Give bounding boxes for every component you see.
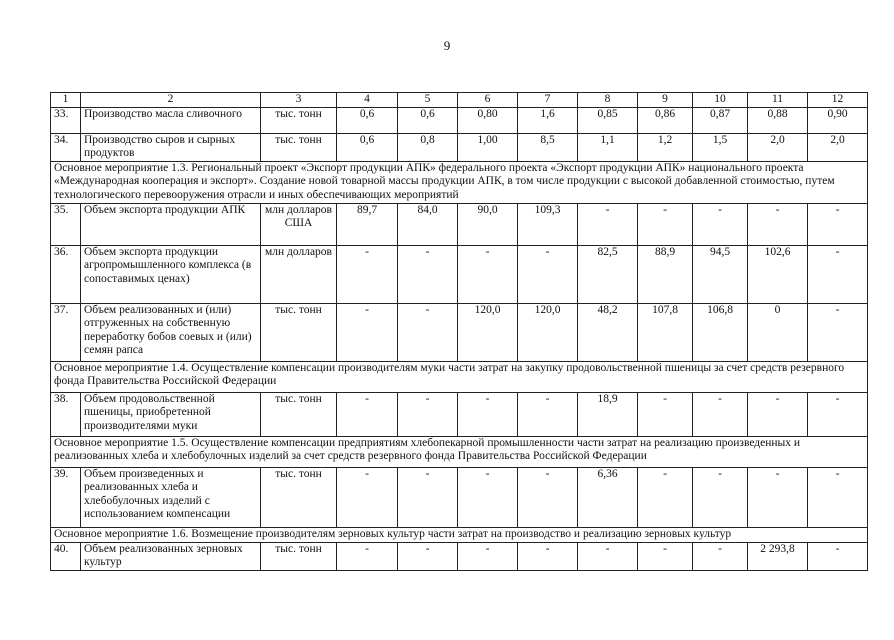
value-cell: -	[638, 203, 693, 245]
value-cell: -	[693, 467, 748, 527]
value-cell: 0,85	[578, 107, 638, 133]
value-cell: 89,7	[337, 203, 398, 245]
value-cell: -	[458, 542, 518, 570]
value-cell: -	[398, 392, 458, 436]
value-cell: -	[518, 467, 578, 527]
section-row	[51, 161, 868, 203]
value-cell: 0,90	[808, 107, 868, 133]
value-cell: -	[398, 542, 458, 570]
value-cell: -	[808, 542, 868, 570]
value-cell: -	[458, 467, 518, 527]
value-cell: 0,88	[748, 107, 808, 133]
table-row	[51, 245, 868, 303]
indicator-name: Объем экспорта продукции агропромышленного комплекса (в сопоставимых ценах)	[81, 245, 261, 303]
table-row	[51, 467, 868, 527]
value-cell: 0,86	[638, 107, 693, 133]
table-row	[51, 303, 868, 361]
unit-cell: тыс. тонн	[261, 107, 337, 133]
indicator-name: Объем реализованных и (или) отгруженных на собственную переработку бобов соевых и (или) семян рапса	[81, 303, 261, 361]
value-cell: 2,0	[748, 133, 808, 161]
value-cell: -	[693, 542, 748, 570]
column-number-cell: 10	[693, 93, 748, 108]
value-cell: -	[398, 303, 458, 361]
value-cell: 48,2	[578, 303, 638, 361]
unit-cell: млн долларов	[261, 245, 337, 303]
value-cell: 1,6	[518, 107, 578, 133]
value-cell: 1,00	[458, 133, 518, 161]
value-cell: 0,6	[398, 107, 458, 133]
value-cell: 107,8	[638, 303, 693, 361]
column-number-cell: 3	[261, 93, 337, 108]
value-cell: -	[693, 203, 748, 245]
value-cell: -	[337, 303, 398, 361]
value-cell: 90,0	[458, 203, 518, 245]
column-number-cell: 1	[51, 93, 81, 108]
indicators-table	[50, 92, 868, 571]
value-cell: 6,36	[578, 467, 638, 527]
indicator-name: Производство масла сливочного	[81, 107, 261, 133]
column-number-cell: 6	[458, 93, 518, 108]
column-number-cell: 2	[81, 93, 261, 108]
value-cell: -	[638, 392, 693, 436]
section-title: Основное мероприятие 1.6. Возмещение производителям зерновых культур части затрат на производство и реализацию зерновых культур	[51, 527, 868, 542]
value-cell: -	[337, 542, 398, 570]
value-cell: -	[337, 392, 398, 436]
section-title: Основное мероприятие 1.4. Осуществление компенсации производителям муки части затрат на закупку продовольственной пшеницы за счет средств резервного фонда Правительства Российской Федерации	[51, 361, 868, 392]
value-cell: -	[337, 245, 398, 303]
value-cell: 94,5	[693, 245, 748, 303]
value-cell: -	[748, 203, 808, 245]
value-cell: -	[808, 392, 868, 436]
value-cell: 0,6	[337, 107, 398, 133]
value-cell: -	[458, 392, 518, 436]
value-cell: -	[518, 392, 578, 436]
value-cell: -	[748, 392, 808, 436]
value-cell: -	[518, 245, 578, 303]
value-cell: -	[578, 542, 638, 570]
value-cell: -	[578, 203, 638, 245]
column-number-cell: 12	[808, 93, 868, 108]
table-row	[51, 542, 868, 570]
value-cell: -	[337, 467, 398, 527]
value-cell: -	[748, 467, 808, 527]
value-cell: -	[398, 467, 458, 527]
row-number: 33.	[51, 107, 81, 133]
value-cell: 0,87	[693, 107, 748, 133]
section-row	[51, 527, 868, 542]
value-cell: 2 293,8	[748, 542, 808, 570]
column-number-cell: 8	[578, 93, 638, 108]
table-row	[51, 133, 868, 161]
unit-cell: тыс. тонн	[261, 542, 337, 570]
row-number: 34.	[51, 133, 81, 161]
row-number: 37.	[51, 303, 81, 361]
value-cell: 1,1	[578, 133, 638, 161]
section-title: Основное мероприятие 1.5. Осуществление компенсации предприятиям хлебопекарной промышленности части затрат на реализацию произведенных и реализованных хлеба и хлебобулочных изделий за счет средств резервного фонда Правительства Российской Федерации	[51, 436, 868, 467]
unit-cell: млн долларов США	[261, 203, 337, 245]
table-row	[51, 392, 868, 436]
value-cell: 8,5	[518, 133, 578, 161]
value-cell: 82,5	[578, 245, 638, 303]
column-number-cell: 4	[337, 93, 398, 108]
indicator-name: Объем произведенных и реализованных хлеба и хлебобулочных изделий с использованием компенсации	[81, 467, 261, 527]
indicator-name: Объем реализованных зерновых культур	[81, 542, 261, 570]
value-cell: -	[398, 245, 458, 303]
column-number-cell: 11	[748, 93, 808, 108]
value-cell: 102,6	[748, 245, 808, 303]
row-number: 38.	[51, 392, 81, 436]
value-cell: 0,8	[398, 133, 458, 161]
row-number: 35.	[51, 203, 81, 245]
section-row	[51, 361, 868, 392]
table-body	[51, 93, 868, 571]
value-cell: 2,0	[808, 133, 868, 161]
indicator-name: Объем экспорта продукции АПК	[81, 203, 261, 245]
value-cell: 88,9	[638, 245, 693, 303]
value-cell: -	[808, 467, 868, 527]
column-number-cell: 5	[398, 93, 458, 108]
value-cell: 0,6	[337, 133, 398, 161]
column-number-cell: 9	[638, 93, 693, 108]
value-cell: -	[808, 303, 868, 361]
value-cell: -	[693, 392, 748, 436]
page-number: 9	[443, 38, 451, 53]
row-number: 36.	[51, 245, 81, 303]
value-cell: 0,80	[458, 107, 518, 133]
value-cell: -	[638, 542, 693, 570]
value-cell: 120,0	[458, 303, 518, 361]
section-title: Основное мероприятие 1.3. Региональный проект «Экспорт продукции АПК» федерального проекта «Экспорт продукции АПК» национального проекта «Международная кооперация и экспорт». Создание новой товарной массы продукции АПК, в том числе продукции с высокой добавленной стоимостью, путем технологического перевооружения отрасли и иных обеспечивающих мероприятий	[51, 161, 868, 203]
section-row	[51, 436, 868, 467]
value-cell: 84,0	[398, 203, 458, 245]
value-cell: 109,3	[518, 203, 578, 245]
value-cell: 1,5	[693, 133, 748, 161]
value-cell: 106,8	[693, 303, 748, 361]
indicator-name: Производство сыров и сырных продуктов	[81, 133, 261, 161]
column-number-row	[51, 93, 868, 108]
value-cell: 1,2	[638, 133, 693, 161]
unit-cell: тыс. тонн	[261, 133, 337, 161]
unit-cell: тыс. тонн	[261, 392, 337, 436]
value-cell: 120,0	[518, 303, 578, 361]
value-cell: -	[518, 542, 578, 570]
value-cell: -	[808, 245, 868, 303]
column-number-cell: 7	[518, 93, 578, 108]
row-number: 39.	[51, 467, 81, 527]
table-row	[51, 107, 868, 133]
value-cell: -	[638, 467, 693, 527]
value-cell: 18,9	[578, 392, 638, 436]
value-cell: -	[458, 245, 518, 303]
unit-cell: тыс. тонн	[261, 467, 337, 527]
value-cell: 0	[748, 303, 808, 361]
unit-cell: тыс. тонн	[261, 303, 337, 361]
table-row	[51, 203, 868, 245]
indicator-name: Объем продовольственной пшеницы, приобретенной производителями муки	[81, 392, 261, 436]
value-cell: -	[808, 203, 868, 245]
row-number: 40.	[51, 542, 81, 570]
